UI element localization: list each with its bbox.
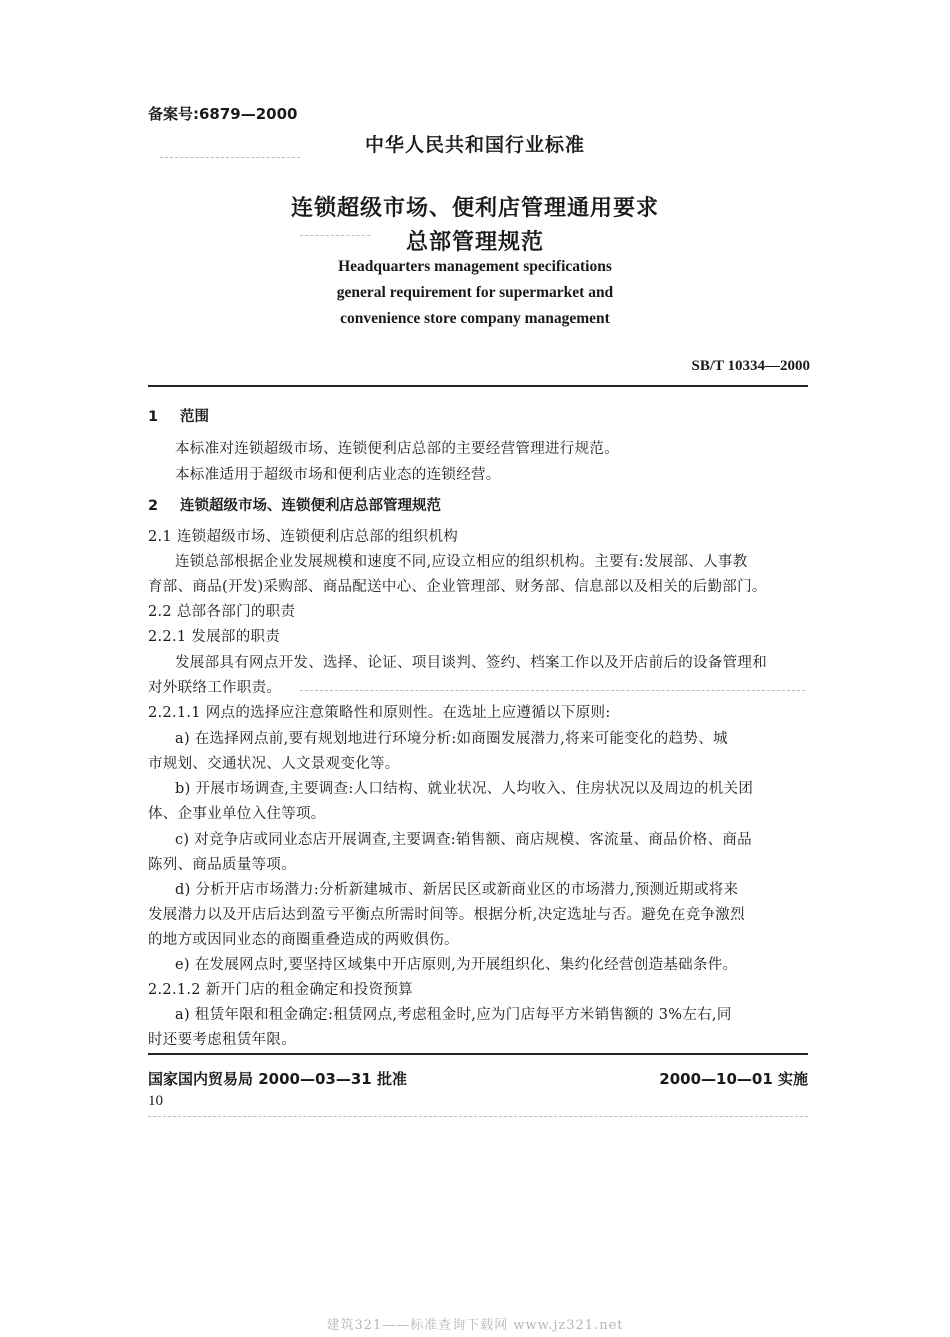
section-1-heading — [148, 405, 209, 426]
subsection-2-2-1: 2.2.1 发展部的职责 — [148, 629, 281, 645]
paragraph-line: 连锁总部根据企业发展规模和速度不同,应设立相应的组织机构。主要有:发展部、人事教 — [175, 554, 748, 570]
scan-artifact-line — [300, 690, 805, 692]
effective-date: 2000—10—01 实施 — [659, 1070, 808, 1088]
title-zh-line2: 总部管理规范 — [405, 230, 544, 255]
section-number: 1 — [148, 409, 159, 425]
footer-divider — [148, 1053, 808, 1055]
section-number: 2 — [148, 498, 159, 514]
list-item-a2: a) 租赁年限和租金确定:租赁网点,考虑租金时,应为门店每平方米销售额的 3%左右,同 — [175, 1007, 732, 1023]
list-item-c-cont: 陈列、商品质量等项。 — [148, 857, 296, 873]
section-title: 范围 — [180, 409, 209, 425]
list-item-d-cont: 发展潜力以及开店后达到盈亏平衡点所需时间等。根据分析,决定选址与否。避免在竞争激烈 — [148, 907, 745, 923]
record-number: 备案号:6879—2000 — [148, 105, 298, 123]
title-en-line1: Headquarters management specifications — [338, 258, 612, 275]
list-item-d: d) 分析开店市场潜力:分析新建城市、新居民区或新商业区的市场潜力,预测近期或将来 — [175, 882, 739, 898]
paragraph-line: 育部、商品(开发)采购部、商品配送中心、企业管理部、财务部、信息部以及相关的后勤部门。 — [148, 579, 767, 595]
scan-artifact-line — [148, 1116, 808, 1118]
list-item-c: c) 对竞争店或同业态店开展调查,主要调查:销售额、商店规模、客流量、商品价格、商品 — [175, 832, 752, 848]
list-item-b-cont: 体、企事业单位入住等项。 — [148, 806, 326, 822]
standard-code: SB/T 10334—2000 — [691, 358, 810, 374]
title-en-line3: convenience store company management — [340, 310, 610, 327]
paragraph-line: 发展部具有网点开发、选择、论证、项目谈判、签约、档案工作以及开店前后的设备管理和 — [175, 655, 767, 671]
list-item-d-cont: 的地方或因同业态的商圈重叠造成的两败俱伤。 — [148, 932, 459, 948]
title-en-line2: general requirement for supermarket and — [336, 284, 614, 301]
title-zh-line1: 连锁超级市场、便利店管理通用要求 — [290, 196, 659, 221]
list-item-a-cont: 市规划、交通状况、人文景观变化等。 — [148, 756, 400, 772]
watermark: 建筑321——标准查询下载网 www.jz321.net — [326, 1318, 624, 1333]
header-divider — [148, 385, 808, 387]
list-item-e: e) 在发展网点时,要坚持区域集中开店原则,为开展组织化、集约化经营创造基础条件。 — [175, 957, 738, 973]
subsection-2-2-1-1: 2.2.1.1 网点的选择应注意策略性和原则性。在选址上应遵循以下原则: — [148, 705, 611, 721]
subsection-2-2-1-2: 2.2.1.2 新开门店的租金确定和投资预算 — [148, 982, 413, 998]
industry-standard-heading: 中华人民共和国行业标准 — [364, 134, 585, 156]
paragraph-line: 对外联络工作职责。 — [148, 680, 282, 696]
paragraph: 本标准适用于超级市场和便利店业态的连锁经营。 — [175, 467, 501, 483]
scan-artifact-line — [160, 157, 300, 159]
page-number: 10 — [148, 1093, 163, 1109]
paragraph: 本标准对连锁超级市场、连锁便利店总部的主要经营管理进行规范。 — [175, 441, 619, 457]
list-item-b: b) 开展市场调查,主要调查:人口结构、就业状况、人均收入、住房状况以及周边的机关团 — [175, 781, 754, 797]
section-2-heading — [148, 494, 441, 515]
subsection-2-2: 2.2 总部各部门的职责 — [148, 604, 296, 620]
subsection-2-1: 2.1 连锁超级市场、连锁便利店总部的组织机构 — [148, 529, 459, 545]
list-item-a: a) 在选择网点前,要有规划地进行环境分析:如商圈发展潜力,将来可能变化的趋势、城 — [175, 731, 728, 747]
list-item-a2-cont: 时还要考虑租赁年限。 — [148, 1032, 296, 1048]
approval-line: 国家国内贸易局 2000—03—31 批准 — [148, 1070, 407, 1088]
section-title: 连锁超级市场、连锁便利店总部管理规范 — [180, 498, 441, 514]
